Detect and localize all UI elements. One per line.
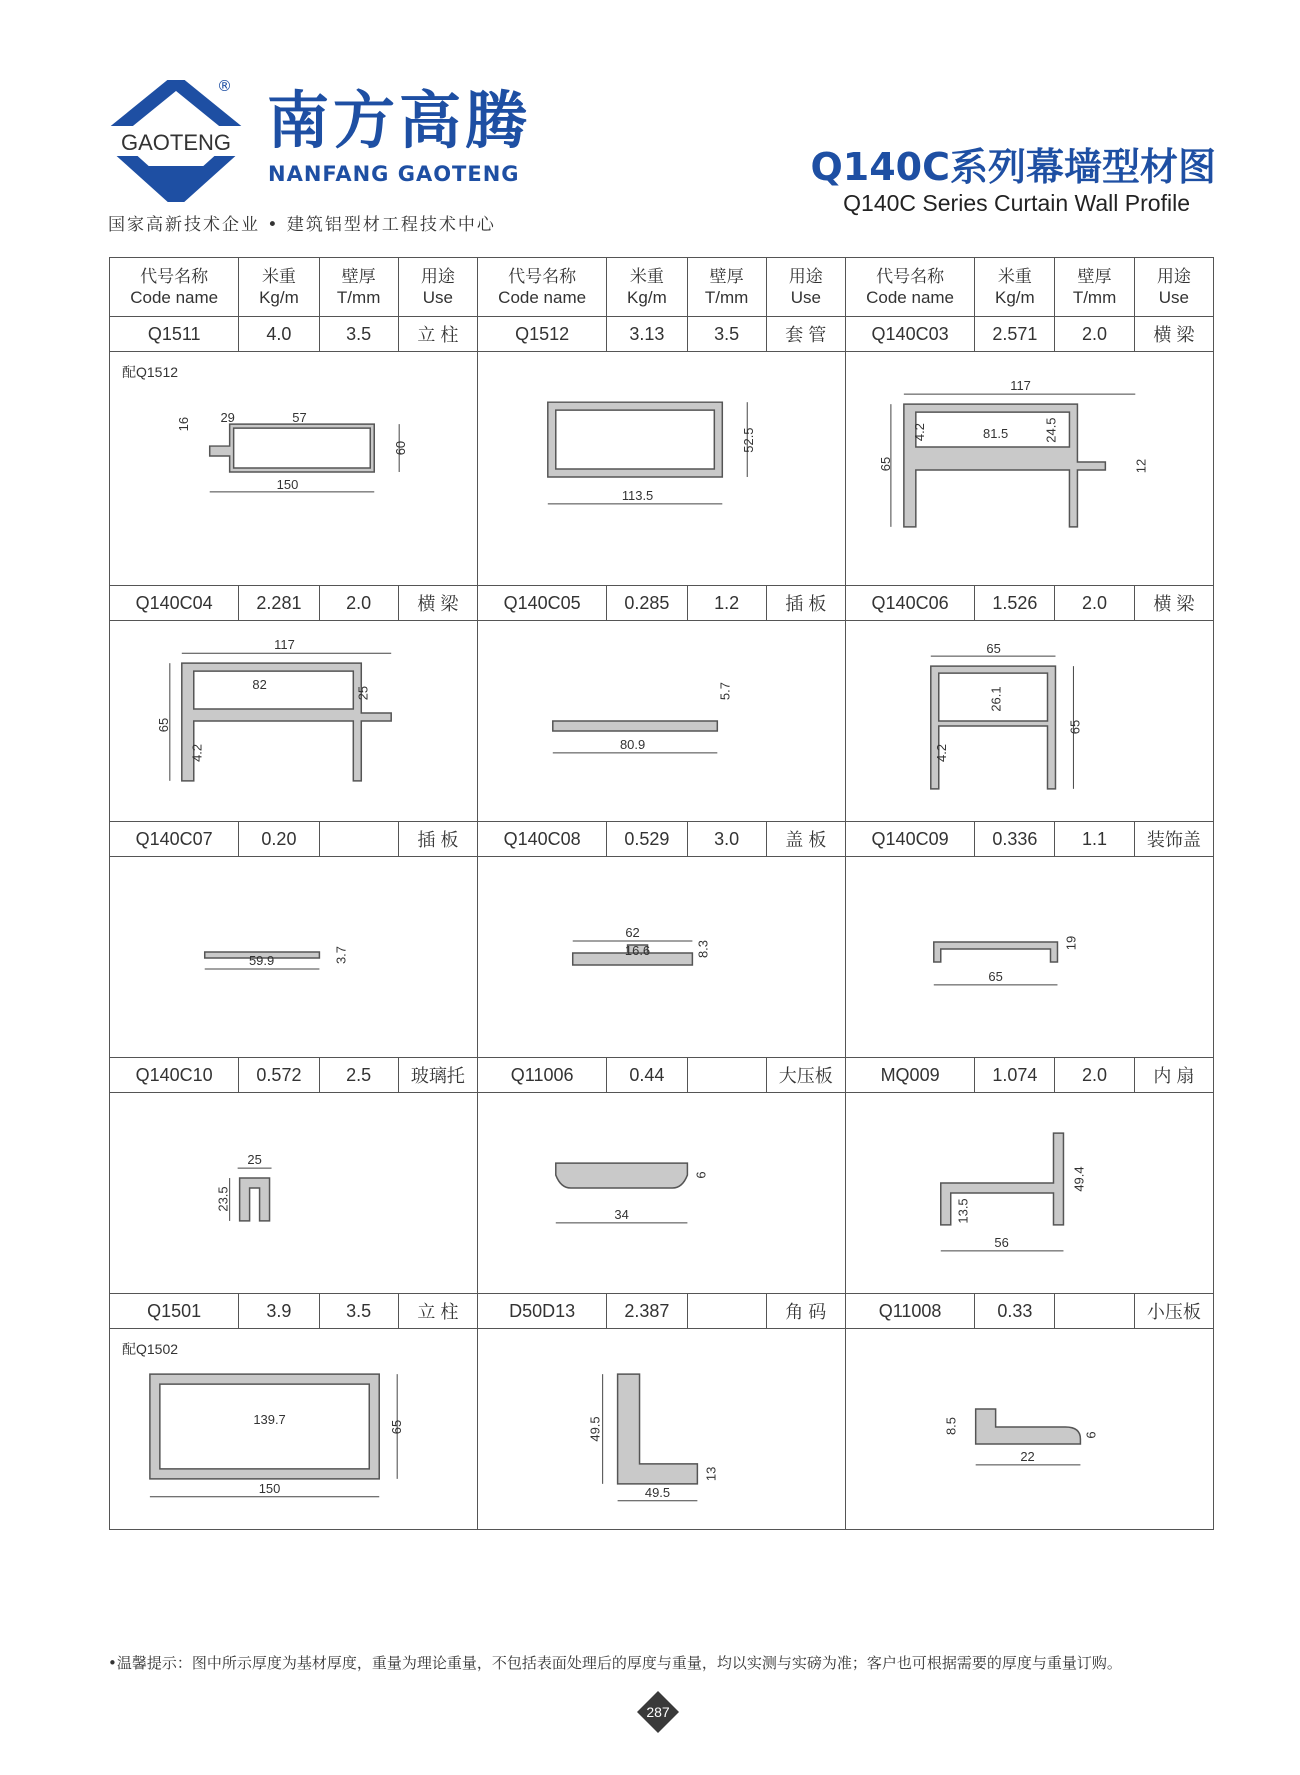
- dimension-label: 16: [175, 416, 191, 432]
- profile-use: 插 板: [398, 822, 477, 857]
- column-header-cn: 壁厚: [341, 267, 376, 286]
- dimension-label: 25: [355, 685, 371, 701]
- dimension-label: 25: [247, 1152, 262, 1168]
- column-header: [1134, 258, 1213, 317]
- profile-drawing-cell: [477, 352, 845, 586]
- profile-drawing-cell: [477, 1093, 845, 1294]
- profile-code: Q11008: [845, 1294, 974, 1329]
- profile-thickness: 3.5: [687, 317, 766, 352]
- profile-drawing-cell: [845, 857, 1213, 1058]
- column-header-cn: 代号名称: [140, 267, 209, 286]
- profile-use: 内 扇: [1134, 1058, 1213, 1093]
- column-header-en: Use: [422, 288, 453, 307]
- gaoteng-logo-icon: [105, 80, 247, 202]
- profile-drawing-cell: [110, 1093, 478, 1294]
- profile-drawing-cell: [110, 1329, 478, 1530]
- column-header-en: Code name: [866, 288, 955, 307]
- profile-code: Q140C07: [110, 822, 239, 857]
- column-header-cn: 用途: [420, 267, 455, 286]
- profile-weight: 2.281: [239, 586, 319, 621]
- profile-weight: 2.387: [607, 1294, 687, 1329]
- column-header-cn: 用途: [1156, 267, 1191, 286]
- column-header-en: Use: [1158, 288, 1189, 307]
- profile-thickness: 2.0: [1055, 586, 1134, 621]
- dimension-label: 65: [155, 717, 171, 733]
- registered-mark: ®: [217, 77, 232, 95]
- profile-use: 玻璃托: [398, 1058, 477, 1093]
- column-header: [607, 258, 687, 317]
- profile-drawing-cell: [110, 621, 478, 822]
- dimension-label: 22: [1020, 1448, 1035, 1464]
- dimension-label: 150: [276, 476, 299, 492]
- profile-drawing: [478, 352, 845, 585]
- profile-code: Q1501: [110, 1294, 239, 1329]
- profile-use: 插 板: [766, 586, 845, 621]
- dimension-label: 59.9: [248, 952, 275, 968]
- column-header-en: T/mm: [704, 288, 749, 307]
- column-header-cn: 壁厚: [709, 267, 744, 286]
- profile-shape: [556, 1163, 688, 1188]
- profile-weight: 0.44: [607, 1058, 687, 1093]
- profile-thickness: 2.0: [1055, 317, 1134, 352]
- profile-use: 角 码: [766, 1294, 845, 1329]
- profile-use: 大压板: [766, 1058, 845, 1093]
- dimension-label: 117: [274, 637, 295, 653]
- dimension-label: 6: [1083, 1431, 1099, 1439]
- profile-drawing: [478, 1329, 845, 1529]
- profile-shape: [618, 1374, 698, 1484]
- column-header-en: Code name: [130, 288, 219, 307]
- profile-shape: [182, 663, 391, 781]
- dimension-label: 49.4: [1071, 1166, 1087, 1192]
- profile-drawing-cell: [477, 621, 845, 822]
- profile-thickness: [1055, 1294, 1134, 1329]
- profile-weight: 3.9: [239, 1294, 319, 1329]
- column-header: [687, 258, 766, 317]
- profile-weight: 0.285: [607, 586, 687, 621]
- profile-drawing: [110, 352, 477, 585]
- profile-thickness: [687, 1294, 766, 1329]
- profile-use: 横 梁: [1134, 586, 1213, 621]
- profile-use: 横 梁: [398, 586, 477, 621]
- dimension-label: 13.5: [955, 1198, 971, 1224]
- dimension-label: 4.2: [911, 423, 927, 442]
- column-header: [1055, 258, 1134, 317]
- profile-use: 立 柱: [398, 1294, 477, 1329]
- profile-weight: 0.20: [239, 822, 319, 857]
- profile-thickness: [319, 822, 398, 857]
- profile-code: Q1512: [477, 317, 606, 352]
- logo-text: GAOTENG: [120, 130, 232, 155]
- column-header-en: Kg/m: [995, 288, 1035, 307]
- column-header: [110, 258, 239, 317]
- dimension-label: 4.2: [189, 743, 205, 762]
- footnote: •温馨提示：图中所示厚度为基材厚度，重量为理论重量，不包括表面处理后的厚度与重量，均以实测与实磅为准；客户也可根据需要的厚度与重量订购。: [108, 1654, 1122, 1672]
- profile-code: Q140C04: [110, 586, 239, 621]
- dimension-label: 26.1: [988, 686, 1004, 712]
- column-header: [766, 258, 845, 317]
- column-header-en: Use: [790, 288, 821, 307]
- profile-use: 盖 板: [766, 822, 845, 857]
- profile-shape: [904, 404, 1106, 527]
- profile-use: 横 梁: [1134, 317, 1213, 352]
- page-number-badge: [636, 1690, 680, 1734]
- profile-shape: [210, 424, 375, 472]
- profile-code: MQ009: [845, 1058, 974, 1093]
- dimension-label: 65: [988, 968, 1003, 984]
- dimension-label: 3.7: [333, 945, 349, 965]
- profile-code: Q140C09: [845, 822, 974, 857]
- dimension-label: 65: [877, 456, 893, 472]
- profile-thickness: 1.1: [1055, 822, 1134, 857]
- profile-code: Q140C03: [845, 317, 974, 352]
- profile-weight: 0.529: [607, 822, 687, 857]
- pairing-note: 配Q1502: [122, 1341, 179, 1357]
- profile-thickness: 2.0: [319, 586, 398, 621]
- profile-drawing: [110, 621, 477, 821]
- column-header: [477, 258, 606, 317]
- dimension-label: 80.9: [619, 736, 646, 752]
- dimension-label: 139.7: [253, 1412, 286, 1428]
- profile-drawing: [110, 1329, 477, 1529]
- column-header-cn: 米重: [261, 267, 296, 286]
- profile-drawing: [846, 1329, 1213, 1529]
- column-header: [239, 258, 319, 317]
- dimension-label: 65: [1067, 719, 1083, 735]
- dimension-label: 49.5: [587, 1416, 603, 1442]
- profile-code: Q140C05: [477, 586, 606, 621]
- dimension-label: 117: [1010, 378, 1031, 394]
- profile-drawing-cell: [845, 1329, 1213, 1530]
- profile-weight: 0.572: [239, 1058, 319, 1093]
- page-number: 287: [646, 1704, 670, 1720]
- slogan: 国家高新技术企业 • 建筑铝型材工程技术中心: [108, 215, 496, 235]
- dimension-label: 5.7: [717, 682, 733, 701]
- column-header-en: Kg/m: [627, 288, 667, 307]
- profile-thickness: 3.0: [687, 822, 766, 857]
- profile-drawing: [478, 621, 845, 821]
- column-header: [975, 258, 1055, 317]
- column-header-en: Kg/m: [259, 288, 299, 307]
- profile-drawing-cell: [845, 1093, 1213, 1294]
- profile-drawing-cell: [477, 1329, 845, 1530]
- profile-use: 套 管: [766, 317, 845, 352]
- dimension-label: 81.5: [982, 426, 1009, 442]
- brand-name-cn: 南方高腾: [267, 84, 532, 157]
- profile-weight: 2.571: [975, 317, 1055, 352]
- dimension-label: 60: [393, 440, 409, 456]
- profile-code: Q140C06: [845, 586, 974, 621]
- profile-shape: [931, 666, 1056, 789]
- dimension-label: 16.6: [624, 943, 651, 959]
- profile-drawing-cell: [477, 857, 845, 1058]
- column-header-en: T/mm: [1072, 288, 1117, 307]
- dimension-label: 29: [220, 410, 235, 426]
- profile-code: Q11006: [477, 1058, 606, 1093]
- profile-drawing-cell: [845, 352, 1213, 586]
- dimension-label: 57: [292, 410, 307, 426]
- dimension-label: 150: [258, 1480, 281, 1496]
- profile-drawing: [110, 1093, 477, 1293]
- profile-code: Q1511: [110, 317, 239, 352]
- profile-code: Q140C10: [110, 1058, 239, 1093]
- profile-thickness: 2.5: [319, 1058, 398, 1093]
- dimension-label: 34: [614, 1206, 629, 1222]
- dimension-label: 65: [389, 1419, 405, 1435]
- pairing-note: 配Q1512: [122, 364, 179, 380]
- column-header-en: T/mm: [336, 288, 381, 307]
- profile-shape: [240, 1178, 270, 1221]
- column-header-cn: 米重: [997, 267, 1032, 286]
- column-header-cn: 代号名称: [876, 267, 945, 286]
- profile-drawing-cell: [110, 857, 478, 1058]
- dimension-label: 8.5: [943, 1416, 959, 1436]
- profile-weight: 1.526: [975, 586, 1055, 621]
- profile-weight: 1.074: [975, 1058, 1055, 1093]
- profile-use: 小压板: [1134, 1294, 1213, 1329]
- profile-drawing-cell: [110, 352, 478, 586]
- profile-shape: [934, 942, 1058, 962]
- dimension-label: 113.5: [621, 487, 654, 503]
- profile-drawing: [846, 352, 1213, 585]
- profile-shape: [548, 402, 723, 477]
- profile-drawing: [110, 857, 477, 1057]
- profile-drawing: [846, 857, 1213, 1057]
- dimension-label: 19: [1063, 935, 1079, 951]
- profile-table: [109, 257, 1214, 1530]
- profile-thickness: 1.2: [687, 586, 766, 621]
- profile-thickness: [687, 1058, 766, 1093]
- dimension-label: 12: [1133, 458, 1149, 474]
- profile-drawing-cell: [845, 621, 1213, 822]
- brand-name-en: NANFANG GAOTENG: [268, 162, 520, 186]
- dimension-label: 8.3: [695, 940, 711, 959]
- profile-code: Q140C08: [477, 822, 606, 857]
- profile-drawing: [846, 1093, 1213, 1293]
- dimension-label: 52.5: [741, 427, 757, 453]
- profile-code: D50D13: [477, 1294, 606, 1329]
- profile-use: 立 柱: [398, 317, 477, 352]
- dimension-label: 56: [994, 1234, 1009, 1250]
- page-title-en: Q140C Series Curtain Wall Profile: [843, 190, 1190, 216]
- dimension-label: 24.5: [1043, 417, 1059, 443]
- column-header-en: Code name: [498, 288, 587, 307]
- profile-thickness: 3.5: [319, 1294, 398, 1329]
- page-title-cn: Q140C系列幕墙型材图: [810, 145, 1216, 189]
- column-header-cn: 用途: [788, 267, 823, 286]
- dimension-label: 82: [252, 677, 267, 693]
- profile-weight: 0.336: [975, 822, 1055, 857]
- profile-shape: [976, 1409, 1081, 1444]
- column-header: [319, 258, 398, 317]
- profile-weight: 0.33: [975, 1294, 1055, 1329]
- profile-drawing: [846, 621, 1213, 821]
- column-header-cn: 代号名称: [508, 267, 577, 286]
- dimension-label: 23.5: [215, 1186, 231, 1212]
- dimension-label: 62: [625, 925, 640, 941]
- dimension-label: 49.5: [644, 1484, 671, 1500]
- profile-weight: 4.0: [239, 317, 319, 352]
- profile-use: 装饰盖: [1134, 822, 1213, 857]
- dimension-label: 6: [693, 1171, 709, 1179]
- dimension-label: 65: [986, 641, 1001, 657]
- dimension-label: 4.2: [933, 743, 949, 762]
- dimension-label: 13: [703, 1466, 719, 1482]
- column-header-cn: 米重: [629, 267, 664, 286]
- profile-thickness: 2.0: [1055, 1058, 1134, 1093]
- profile-thickness: 3.5: [319, 317, 398, 352]
- profile-drawing: [478, 1093, 845, 1293]
- profile-drawing: [478, 857, 845, 1057]
- profile-weight: 3.13: [607, 317, 687, 352]
- profile-shape: [553, 721, 718, 731]
- column-header: [845, 258, 974, 317]
- column-header-cn: 壁厚: [1077, 267, 1112, 286]
- column-header: [398, 258, 477, 317]
